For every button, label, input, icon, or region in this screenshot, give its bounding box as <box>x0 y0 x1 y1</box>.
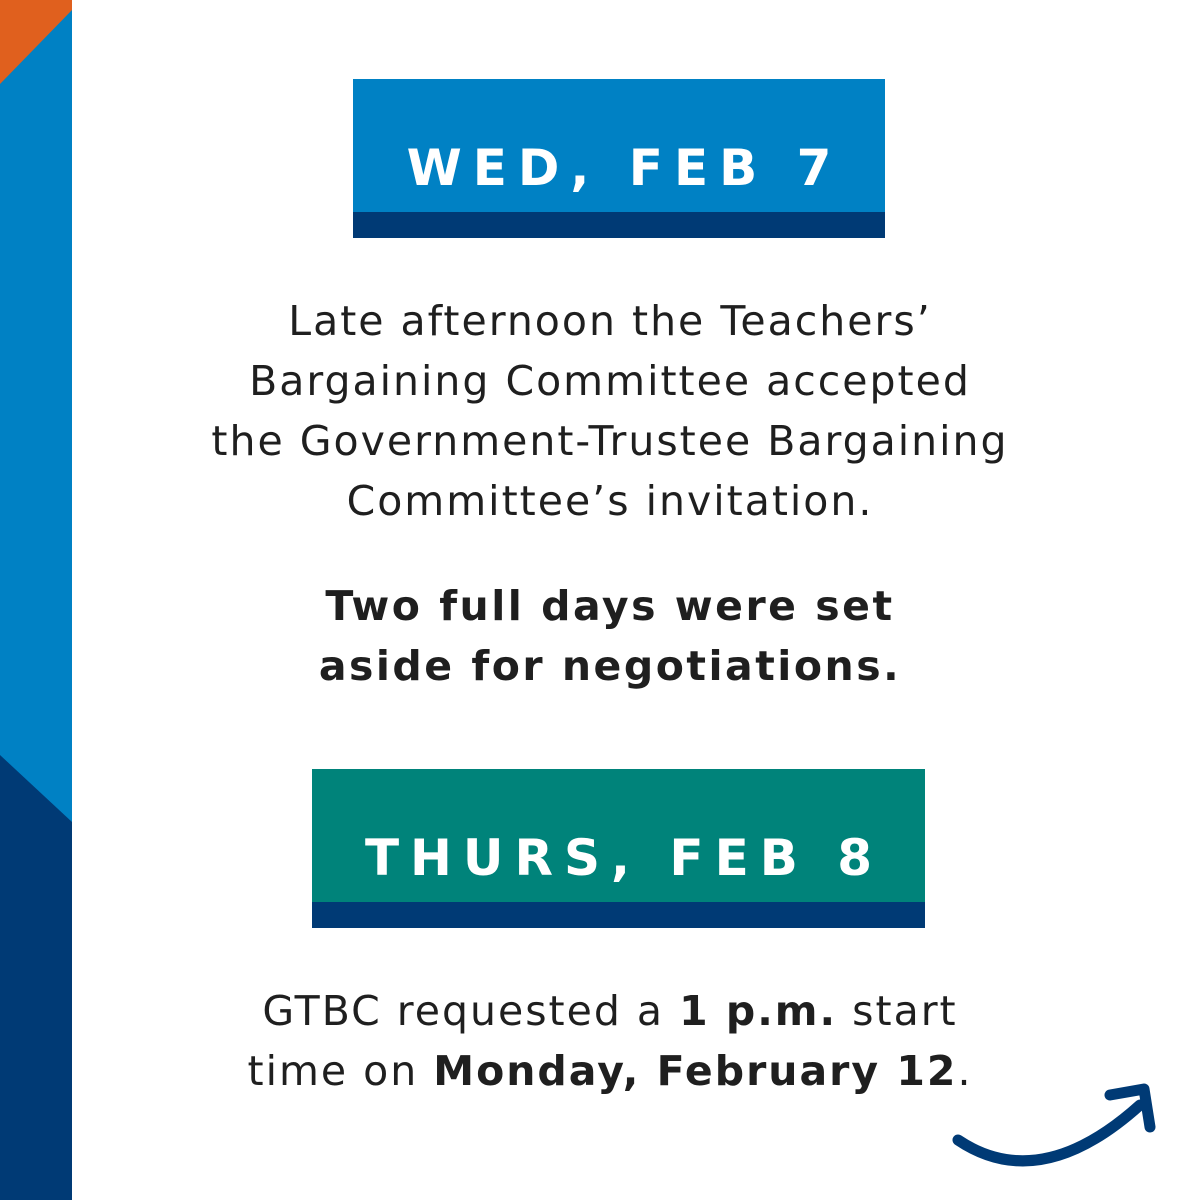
date-label: WED, FEB 7 <box>406 139 843 197</box>
banner-underbar <box>353 212 885 238</box>
text-line: Late afternoon the Teachers’ <box>288 297 932 345</box>
decorative-side-band <box>0 0 72 1200</box>
date-banner-wed <box>353 79 885 238</box>
text-span: start <box>837 987 958 1035</box>
text-line: the Government-Trustee Bargaining <box>211 417 1009 465</box>
curved-arrow-right-icon[interactable] <box>940 1075 1170 1185</box>
text-line: Bargaining Committee accepted <box>249 357 971 405</box>
bold-time: 1 p.m. <box>679 987 838 1035</box>
paragraph-negotiation-days <box>100 576 1120 696</box>
bold-date: Monday, February 12 <box>433 1047 958 1095</box>
date-label: THURS, FEB 8 <box>364 829 884 887</box>
text-span: time on <box>247 1047 434 1095</box>
text-line <box>100 981 1120 1041</box>
paragraph-invitation <box>100 291 1120 531</box>
text-line: Committee’s invitation. <box>346 477 874 525</box>
text-span: GTBC requested a <box>262 987 680 1035</box>
text-span: . <box>957 1047 973 1095</box>
text-line: aside for negotiations. <box>318 642 902 690</box>
text-line: Two full days were set <box>325 582 895 630</box>
banner-underbar <box>312 902 925 928</box>
date-banner-thurs <box>312 769 925 928</box>
